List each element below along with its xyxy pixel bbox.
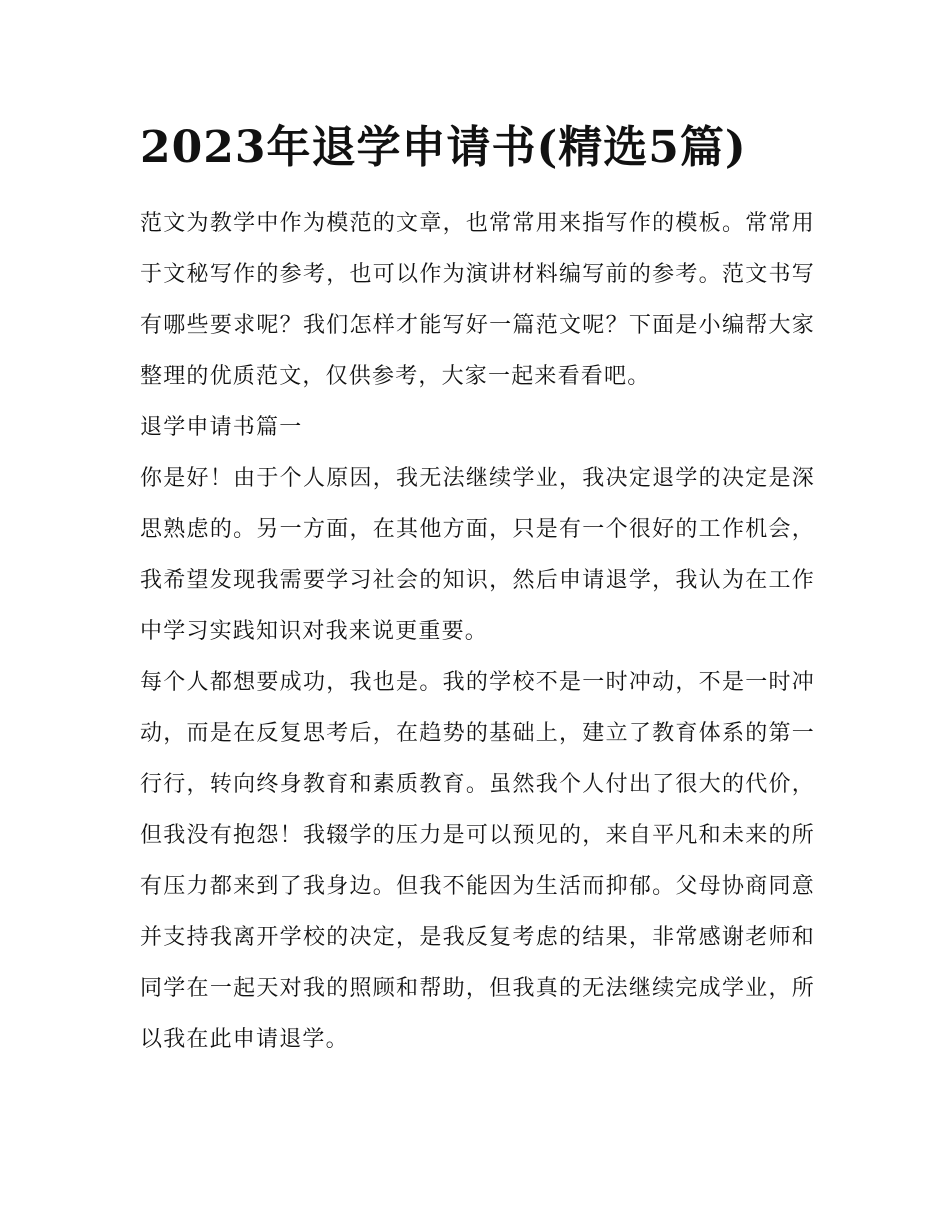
document-title: 2023年退学申请书(精选5篇) [140, 122, 747, 173]
intro-paragraph: 范文为教学中作为模范的文章，也常常用来指写作的模板。常常用于文秘写作的参考，也可以作为演讲材料编写前的参考。范文书写有哪些要求呢？我们怎样才能写好一篇范文呢？下面是小编帮大家整理的优质范文，仅供参考，大家一起来看看吧。 [140, 211, 815, 389]
body-paragraph-1: 你是好！由于个人原因，我无法继续学业，我决定退学的决定是深思熟虑的。另一方面，在其他方面，只是有一个很好的工作机会，我希望发现我需要学习社会的知识，然后申请退学，我认为在工作中学习实践知识对我来说更重要。 [140, 466, 815, 644]
body-paragraph-2: 每个人都想要成功，我也是。我的学校不是一时冲动，不是一时冲动，而是在反复思考后，在趋势的基础上，建立了教育体系的第一行行，转向终身教育和素质教育。虽然我个人付出了很大的代价，但我没有抱怨！我辍学的压力是可以预见的，来自平凡和未来的所有压力都来到了我身边。但我不能因为生活而抑郁。父母协商同意并支持我离开学校的决定，是我反复考虑的结果，非常感谢老师和同学在一起天对我的照顾和帮助，但我真的无法继续完成学业，所以我在此申请退学。 [140, 670, 815, 1052]
section-heading: 退学申请书篇一 [140, 415, 303, 440]
document-body [140, 198, 815, 1065]
